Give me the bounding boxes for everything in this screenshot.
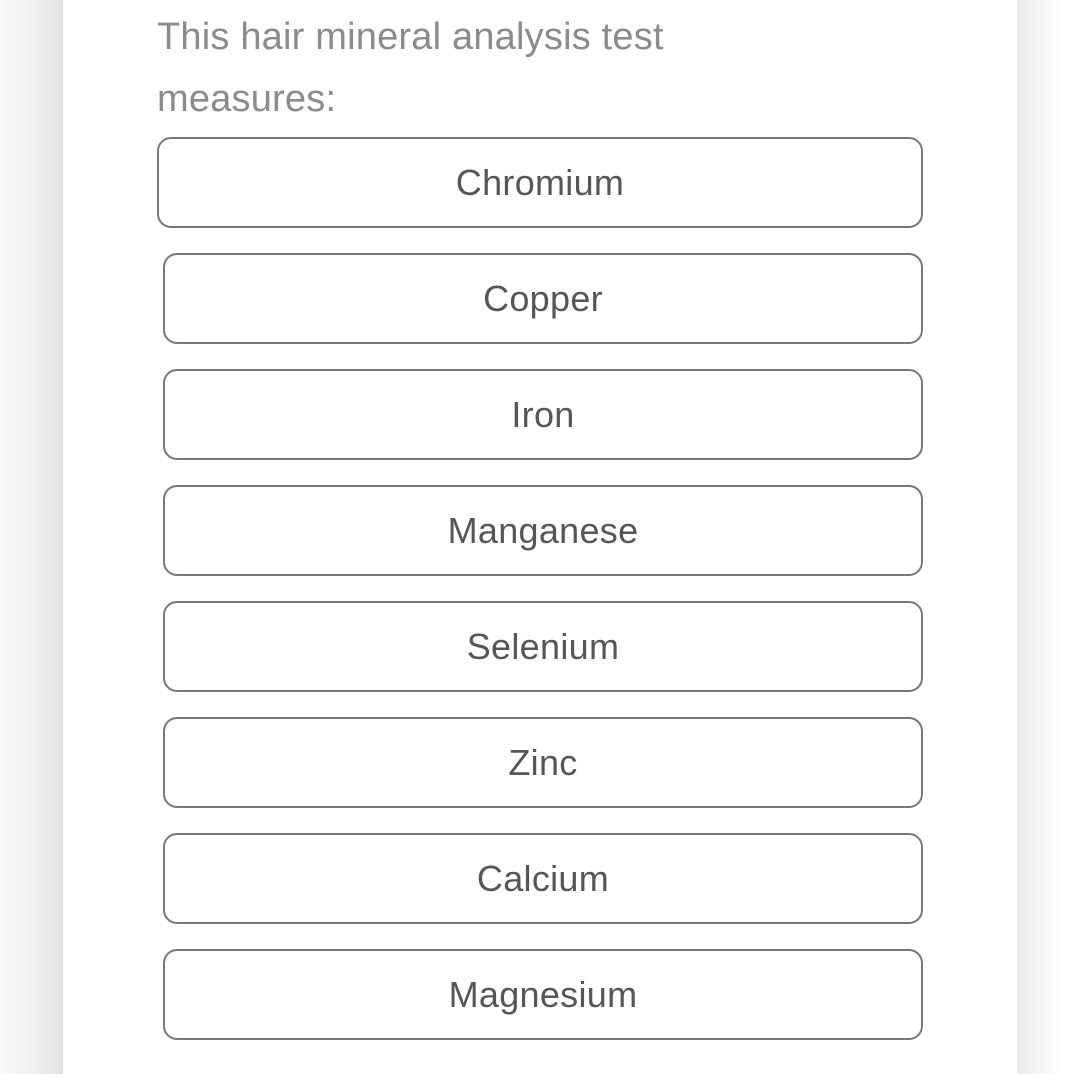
option-label: Copper [483, 277, 603, 319]
options-list [157, 137, 923, 1040]
option-label: Calcium [476, 857, 610, 899]
option-label: Manganese [447, 509, 639, 551]
option-button-magnesium[interactable] [163, 949, 923, 1040]
option-button-calcium[interactable] [163, 833, 923, 924]
option-label: Selenium [466, 625, 620, 667]
left-page-edge-shadow [0, 0, 63, 1074]
option-label: Chromium [455, 161, 625, 203]
option-label: Iron [511, 393, 575, 435]
right-page-edge-shadow [1017, 0, 1062, 1074]
option-button-selenium[interactable] [163, 601, 923, 692]
option-button-zinc[interactable] [163, 717, 923, 808]
option-button-chromium[interactable] [157, 137, 923, 228]
question-text: This hair mineral analysis test measures: [157, 16, 664, 120]
option-button-copper[interactable] [163, 253, 923, 344]
quiz-panel [157, 6, 923, 1040]
option-label: Zinc [508, 741, 578, 783]
option-label: Magnesium [448, 973, 638, 1015]
option-button-manganese[interactable] [163, 485, 923, 576]
option-button-iron[interactable] [163, 369, 923, 460]
